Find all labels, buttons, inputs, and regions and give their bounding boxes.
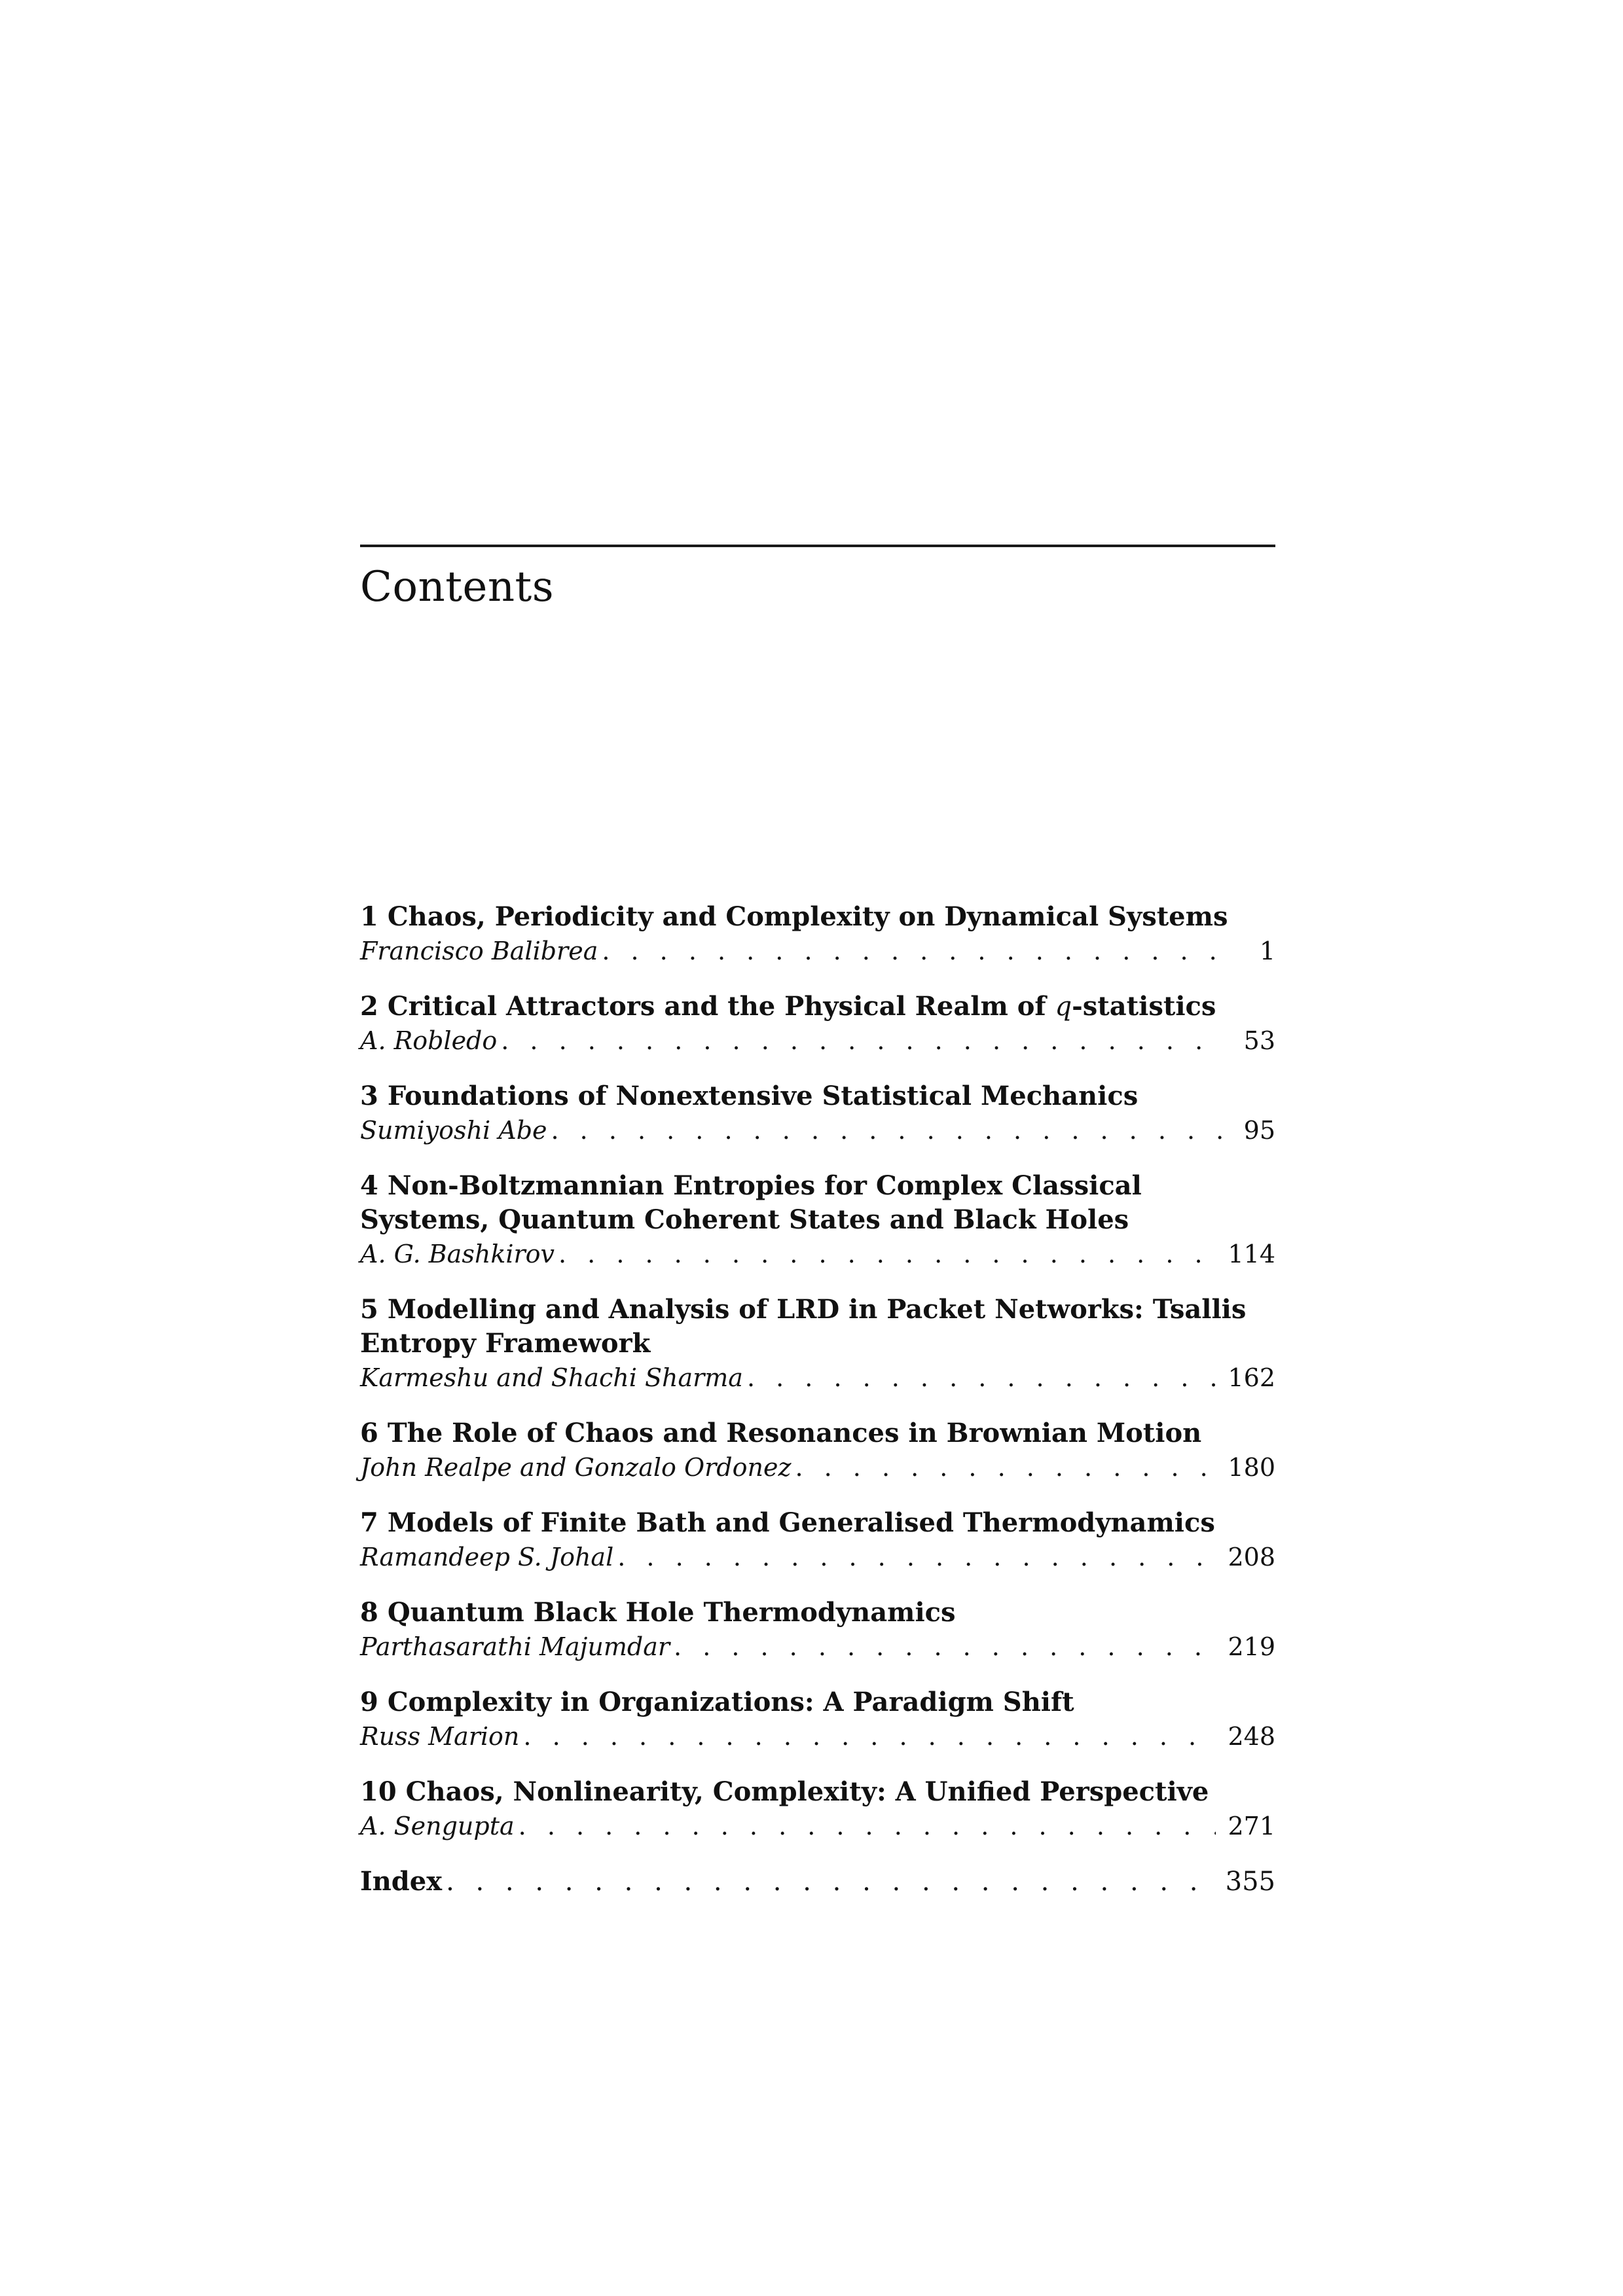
chapter-title: Models of Finite Bath and Generalised Thermodynamics: [387, 1507, 1215, 1538]
chapter-title: Non-Boltzmannian Entropies for Complex Classical: [387, 1170, 1142, 1201]
chapter-number: 2: [360, 991, 378, 1022]
author-line: [360, 1630, 1275, 1664]
dot-leader: [747, 1361, 1216, 1395]
dot-leader: [551, 1113, 1223, 1147]
toc-entry[interactable]: [360, 1775, 1275, 1843]
page-number: 114: [1228, 1240, 1275, 1268]
page-number: 355: [1225, 1867, 1275, 1897]
author-line: [360, 1113, 1275, 1147]
author-line: [360, 1024, 1275, 1058]
chapter-number: 1: [360, 901, 378, 932]
page-number: 53: [1243, 1026, 1275, 1055]
toc-entry[interactable]: [360, 900, 1275, 968]
toc-entry[interactable]: [360, 1079, 1275, 1147]
chapter-author: A. G. Bashkirov: [360, 1240, 555, 1268]
index-entry[interactable]: [360, 1865, 1275, 1899]
chapter-author: Karmeshu and Shachi Sharma: [360, 1363, 743, 1392]
toc-entry[interactable]: [360, 1685, 1275, 1753]
page-number: 95: [1243, 1116, 1275, 1145]
dot-leader: [446, 1865, 1214, 1899]
author-line: [360, 1540, 1275, 1574]
author-line: [360, 1450, 1275, 1484]
author-line: [360, 1809, 1275, 1843]
chapter-author: A. Sengupta: [360, 1812, 515, 1840]
chapter-title-line: [360, 1685, 1275, 1719]
page-number: 219: [1228, 1632, 1275, 1661]
page-number: 248: [1228, 1722, 1275, 1751]
top-rule: [360, 545, 1275, 547]
chapter-number: 9: [360, 1687, 378, 1717]
index-label: Index: [360, 1866, 443, 1897]
chapter-title: Systems, Quantum Coherent States and Black Holes: [360, 1204, 1129, 1235]
chapter-title: Chaos, Nonlinearity, Complexity: A Unified Perspective: [405, 1776, 1209, 1807]
chapter-title: Complexity in Organizations: A Paradigm Shift: [387, 1687, 1074, 1717]
chapter-title-line: [360, 1079, 1275, 1113]
author-line: [360, 934, 1275, 968]
dot-leader: [523, 1719, 1216, 1753]
toc-entry[interactable]: [360, 1293, 1275, 1395]
chapter-title-line: [360, 990, 1275, 1024]
page-number: 180: [1228, 1453, 1275, 1482]
dot-leader: [674, 1630, 1216, 1664]
chapter-title: The Role of Chaos and Resonances in Brownian Motion: [387, 1418, 1202, 1448]
toc-entry[interactable]: [360, 1506, 1275, 1574]
chapter-number: 7: [360, 1507, 378, 1538]
chapter-title-line: [360, 1169, 1275, 1203]
dot-leader: [519, 1809, 1216, 1843]
author-line: [360, 1361, 1275, 1395]
chapter-author: Russ Marion: [360, 1722, 520, 1751]
toc-entry[interactable]: [360, 1169, 1275, 1271]
chapter-title-line: [360, 1203, 1275, 1237]
toc-entry[interactable]: [360, 1416, 1275, 1484]
chapter-author: A. Robledo: [360, 1026, 498, 1055]
chapter-author: Parthasarathi Majumdar: [360, 1632, 670, 1661]
chapter-title-line: [360, 1327, 1275, 1361]
chapter-title: Quantum Black Hole Thermodynamics: [387, 1597, 956, 1628]
chapter-title: Entropy Framework: [360, 1328, 651, 1359]
chapter-number: 5: [360, 1294, 378, 1325]
chapter-number: 4: [360, 1170, 378, 1201]
chapter-author: Francisco Balibrea: [360, 937, 598, 965]
page-number: 208: [1228, 1543, 1275, 1571]
chapter-title: Critical Attractors and the Physical Realm of q-statistics: [387, 991, 1216, 1022]
page-number: 162: [1228, 1363, 1275, 1392]
chapter-number: 10: [360, 1776, 397, 1807]
dot-leader: [617, 1540, 1216, 1574]
dot-leader: [501, 1024, 1223, 1058]
dot-leader: [558, 1237, 1216, 1271]
table-of-contents: [360, 900, 1275, 1899]
chapter-number: 8: [360, 1597, 378, 1628]
chapter-title: Foundations of Nonextensive Statistical Mechanics: [387, 1081, 1139, 1111]
chapter-author: John Realpe and Gonzalo Ordonez: [360, 1453, 792, 1482]
page-number: 1: [1259, 937, 1275, 965]
chapter-title-line: [360, 1416, 1275, 1450]
dot-leader: [795, 1450, 1216, 1484]
chapter-title: Chaos, Periodicity and Complexity on Dynamical Systems: [387, 901, 1228, 932]
chapter-number: 3: [360, 1081, 378, 1111]
contents-heading: Contents: [360, 563, 555, 611]
chapter-number: 6: [360, 1418, 378, 1448]
author-line: [360, 1719, 1275, 1753]
dot-leader: [602, 934, 1223, 968]
toc-entry[interactable]: [360, 990, 1275, 1058]
chapter-title-line: [360, 1775, 1275, 1809]
chapter-title: Modelling and Analysis of LRD in Packet Networks: Tsallis: [387, 1294, 1247, 1325]
chapter-title-line: [360, 1596, 1275, 1630]
chapter-title-line: [360, 900, 1275, 934]
chapter-title-line: [360, 1506, 1275, 1540]
chapter-author: Ramandeep S. Johal: [360, 1543, 614, 1571]
author-line: [360, 1237, 1275, 1271]
chapter-author: Sumiyoshi Abe: [360, 1116, 547, 1145]
page-number: 271: [1228, 1812, 1275, 1840]
chapter-title-line: [360, 1293, 1275, 1327]
toc-entry[interactable]: [360, 1596, 1275, 1664]
